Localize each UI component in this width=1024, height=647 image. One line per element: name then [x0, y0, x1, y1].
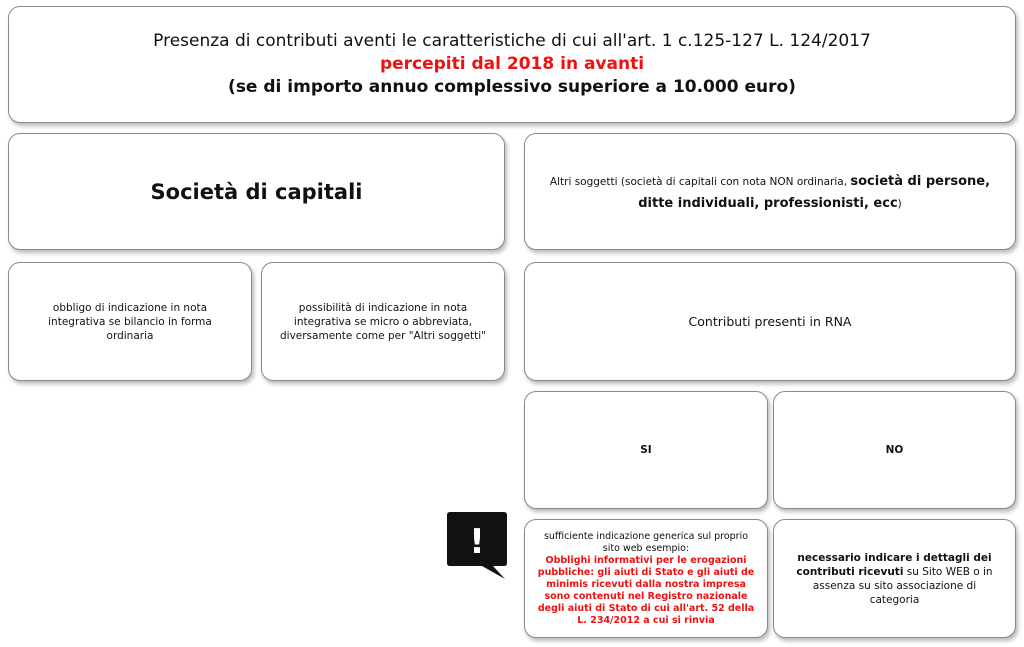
obbligo-text: obbligo di indicazione in nota integrativa se bilancio in forma ordinaria — [48, 301, 212, 342]
si-detail-quote: Obblighi informativi per le erogazioni pubbliche: gli aiuti di Stato e gli aiuti de minimis ricevuti dalla nostra impresa sono contenuti nel Registro nazionale degli aiuti di Stato di cui all'art. 52 della L. 234/2012 a cui si rinvia — [537, 554, 755, 626]
altri-soggetti-text — [533, 170, 1007, 214]
altri-soggetti-box — [524, 133, 1016, 250]
si-label: SI — [640, 444, 652, 456]
rna-box — [524, 262, 1016, 381]
si-detail-box — [524, 519, 768, 638]
no-detail-bold: necessario indicare i dettagli dei contributi ricevuti — [796, 551, 992, 578]
header-threshold: (se di importo annuo complessivo superiore a 10.000 euro) — [228, 77, 796, 97]
warning-exclamation-icon — [447, 512, 507, 580]
no-box — [773, 391, 1016, 509]
possibilita-box — [261, 262, 505, 381]
possibilita-text: possibilità di indicazione in nota integrativa se micro o abbreviata, diversamente come per "Altri soggetti" — [279, 301, 487, 342]
si-detail-intro: sufficiente indicazione generica sul proprio sito web esempio: — [543, 530, 749, 554]
altri-soggetti-bold: società di persone, ditte individuali, professionisti, ecc — [638, 173, 991, 211]
si-box — [524, 391, 768, 509]
altri-soggetti-suffix: ) — [897, 197, 902, 210]
header-box — [8, 6, 1016, 123]
no-detail-rest: su Sito WEB o in assenza su sito associazione di categoria — [812, 565, 993, 606]
header-period: percepiti dal 2018 in avanti — [379, 54, 645, 74]
no-detail-text — [790, 551, 999, 607]
no-label: NO — [885, 444, 904, 456]
altri-soggetti-prefix: Altri soggetti (società di capitali con nota NON ordinaria, — [549, 175, 851, 188]
societa-capitali-label: Società di capitali — [150, 179, 363, 204]
societa-capitali-box — [8, 133, 505, 250]
obbligo-box — [8, 262, 252, 381]
svg-text:!: ! — [469, 522, 485, 562]
rna-label: Contributi presenti in RNA — [688, 314, 852, 329]
header-title: Presenza di contributi aventi le caratteristiche di cui all'art. 1 c.125-127 L. 124/2017 — [153, 31, 871, 51]
no-detail-box — [773, 519, 1016, 638]
